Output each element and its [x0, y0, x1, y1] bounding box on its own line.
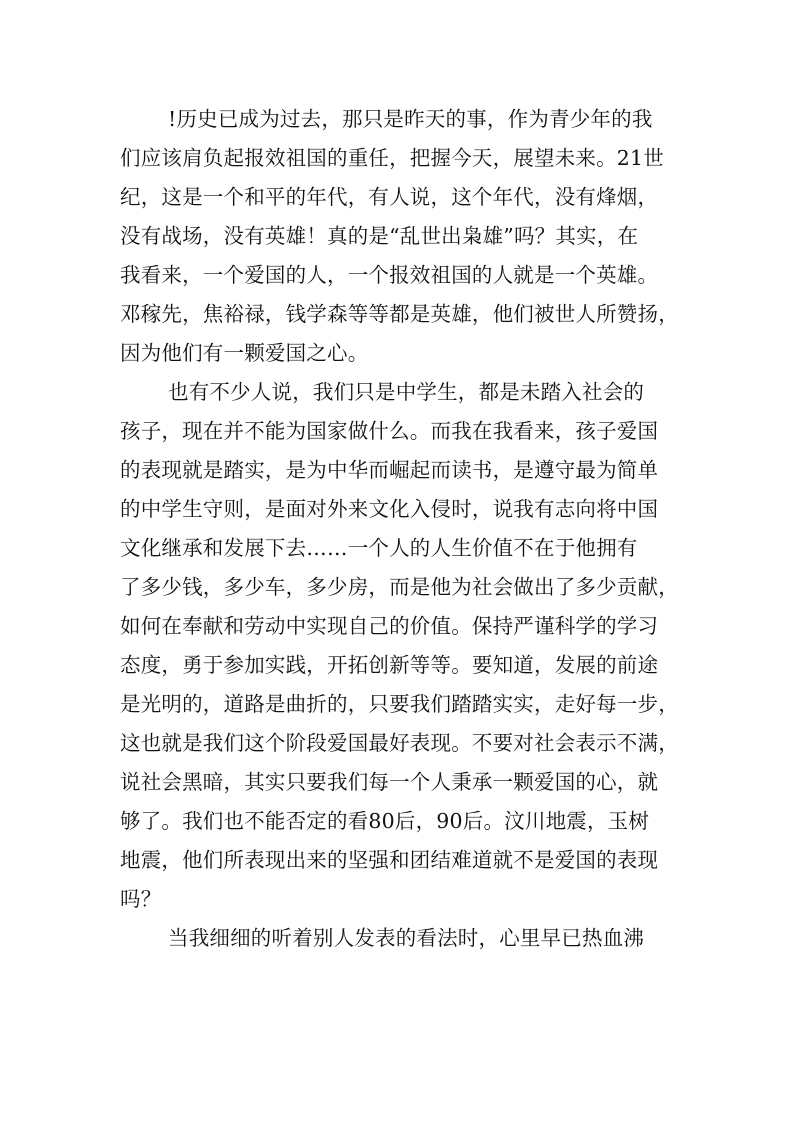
paragraph-2-line-2: 孩子，现在并不能为国家做什么。而我在我看来，孩子爱国: [120, 419, 659, 443]
paragraph-2-line-3: 的表现就是踏实，是为中华而崛起而读书，是遵守最为简单: [120, 458, 659, 482]
paragraph-2-line-11: 说社会黑暗，其实只要我们每一个人秉承一颗爱国的心，就: [120, 770, 659, 794]
paragraph-2-line-13: 地震，他们所表现出来的坚强和团结难道就不是爱国的表现: [120, 848, 659, 872]
paragraph-2-line-12: 够了。我们也不能否定的看80后，90后。汶川地震，玉树: [120, 809, 650, 833]
paragraph-2-line-7: 如何在奉献和劳动中实现自己的价值。保持严谨科学的学习: [120, 614, 659, 638]
paragraph-1-line-1: !历史已成为过去，那只是昨天的事，作为青少年的我: [168, 107, 653, 131]
paragraph-2-line-6: 了多少钱，多少车，多少房，而是他为社会做出了多少贡献，: [120, 575, 679, 599]
paragraph-1-line-2: 们应该肩负起报效祖国的重任，把握今天，展望未来。21世: [120, 146, 664, 170]
paragraph-1-line-5: 我看来，一个爱国的人，一个报效祖国的人就是一个英雄。: [120, 263, 659, 287]
paragraph-3-line-1: 当我细细的听着别人发表的看法时，心里早已热血沸: [168, 926, 645, 950]
paragraph-2-line-4: 的中学生守则，是面对外来文化入侵时，说我有志向将中国: [120, 497, 659, 521]
paragraph-1-line-3: 纪，这是一个和平的年代，有人说，这个年代，没有烽烟，: [120, 185, 659, 209]
paragraph-1-line-4: 没有战场，没有英雄！真的是“乱世出枭雄”吗？其实，在: [120, 224, 639, 248]
paragraph-2-line-1: 也有不少人说，我们只是中学生，都是未踏入社会的: [168, 380, 645, 404]
paragraph-2-line-10: 这也就是我们这个阶段爱国最好表现。不要对社会表示不满，: [120, 731, 679, 755]
paragraph-1-line-6: 邓稼先，焦裕禄，钱学森等等都是英雄，他们被世人所赞扬，: [120, 302, 679, 326]
paragraph-2-line-9: 是光明的，道路是曲折的，只要我们踏踏实实，走好每一步，: [120, 692, 679, 716]
paragraph-2-line-5: 文化继承和发展下去……一个人的人生价值不在于他拥有: [120, 536, 638, 560]
paragraph-1-line-7: 因为他们有一颗爱国之心。: [120, 341, 369, 365]
paragraph-2-line-14: 吗？: [120, 887, 162, 911]
paragraph-2-line-8: 态度，勇于参加实践，开拓创新等等。要知道，发展的前途: [120, 653, 659, 677]
